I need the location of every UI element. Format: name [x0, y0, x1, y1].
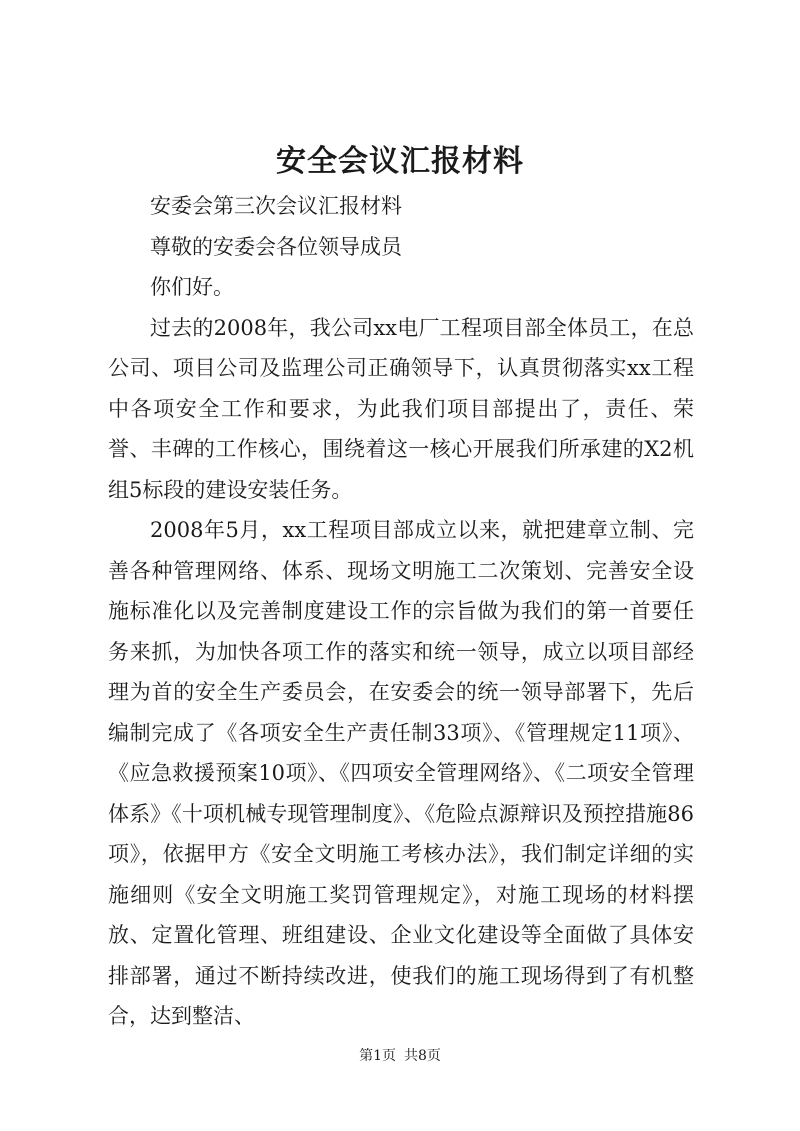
salutation-line: 尊敬的安委会各位领导成员 [150, 234, 402, 259]
page-number: 第1页 [359, 1048, 396, 1064]
body-paragraph: 2008年5月，xx工程项目部成立以来，就把建章立制、完善各种管理网络、体系、现场文明施工二次策划、完善安全设施标准化以及完善制度建设工作的宗旨做为我们的第一首要任务来抓，为加快各项工作的落实和统一领导，成立以项目部经理为首的安全生产委员会，在安委会的统一领导部署下，先后编制完成了《各项安全生产责任制33项》、《管理规定11项》、《应急救援预案10项》、《四项安全管理网络》、《二项安全管理体系》《十项机械专现管理制度》、《危险点源辩识及预控措施86项》，依据甲方《安全文明施工考核办法》，我们制定详细的实施细则《安全文明施工奖罚管理规定》，对施工现场的材料摆放、定置化管理、班组建设、企业文化建设等全面做了具体安排部署，通过不断持续改进，使我们的施工现场得到了有机整合，达到整洁、 [108, 518, 694, 1028]
page-total: 共8页 [404, 1048, 441, 1064]
body-paragraph: 过去的2008年，我公司xx电厂工程项目部全体员工，在总公司、项目公司及监理公司正确领导下，认真贯彻落实xx工程中各项安全工作和要求，为此我们项目部提出了，责任、荣誉、丰碑的工作核心，围绕着这一核心开展我们所承建的X2机组5标段的建设安装任务。 [108, 315, 694, 502]
subtitle-line: 安委会第三次会议汇报材料 [150, 194, 402, 218]
page-footer [0, 1046, 800, 1066]
document-body [108, 186, 694, 1037]
greeting-line: 你们好。 [150, 275, 234, 299]
document-title: 安全会议汇报材料 [276, 144, 524, 179]
